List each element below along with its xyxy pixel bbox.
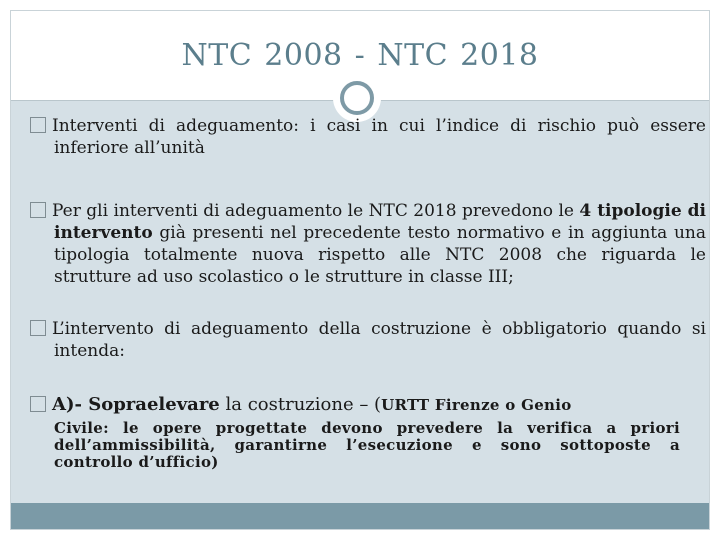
checkbox-bullet-icon — [30, 117, 46, 133]
bullet-text: Interventi di adeguamento: i casi in cui l’indice di rischio può essere inferiore all’unità — [52, 116, 706, 158]
bullet-text: L’intervento di adeguamento della costruzione è obbligatorio quando si intenda: — [52, 319, 706, 361]
bullet-item — [30, 318, 706, 362]
checkbox-bullet-icon — [30, 202, 46, 218]
bullet-note: Civile: le opere progettate devono prevedere la verifica a priori dell’ammissibilità, garantirne l’esecuzione e sono sottoposte a controllo d’ufficio) — [54, 419, 680, 471]
bullet-bold-text: A)- Sopraelevare — [52, 394, 220, 415]
bullet-text: Per gli interventi di adeguamento le NTC 2018 prevedono le — [52, 201, 580, 221]
bullet-text: già presenti nel precedente testo normativo e in aggiunta una tipologia totalmente nuova rispetto alle NTC 2008 che riguarda le strutture ad uso scolastico o le strutture in classe III; — [54, 223, 706, 287]
bottom-bar — [11, 503, 709, 529]
bullet-bold-text: 4 tipologie di intervento — [54, 201, 706, 243]
bullet-note-inline: URTT Firenze o Genio — [381, 396, 572, 414]
slide-title: NTC 2008 - NTC 2018 — [181, 38, 539, 73]
checkbox-bullet-icon — [30, 396, 46, 412]
checkbox-bullet-icon — [30, 320, 46, 336]
bullet-item — [30, 394, 682, 416]
bullet-item — [30, 200, 706, 288]
bullet-item — [30, 115, 706, 159]
bullet-text: la costruzione – ( — [219, 394, 382, 415]
circle-ornament-icon — [340, 81, 374, 115]
